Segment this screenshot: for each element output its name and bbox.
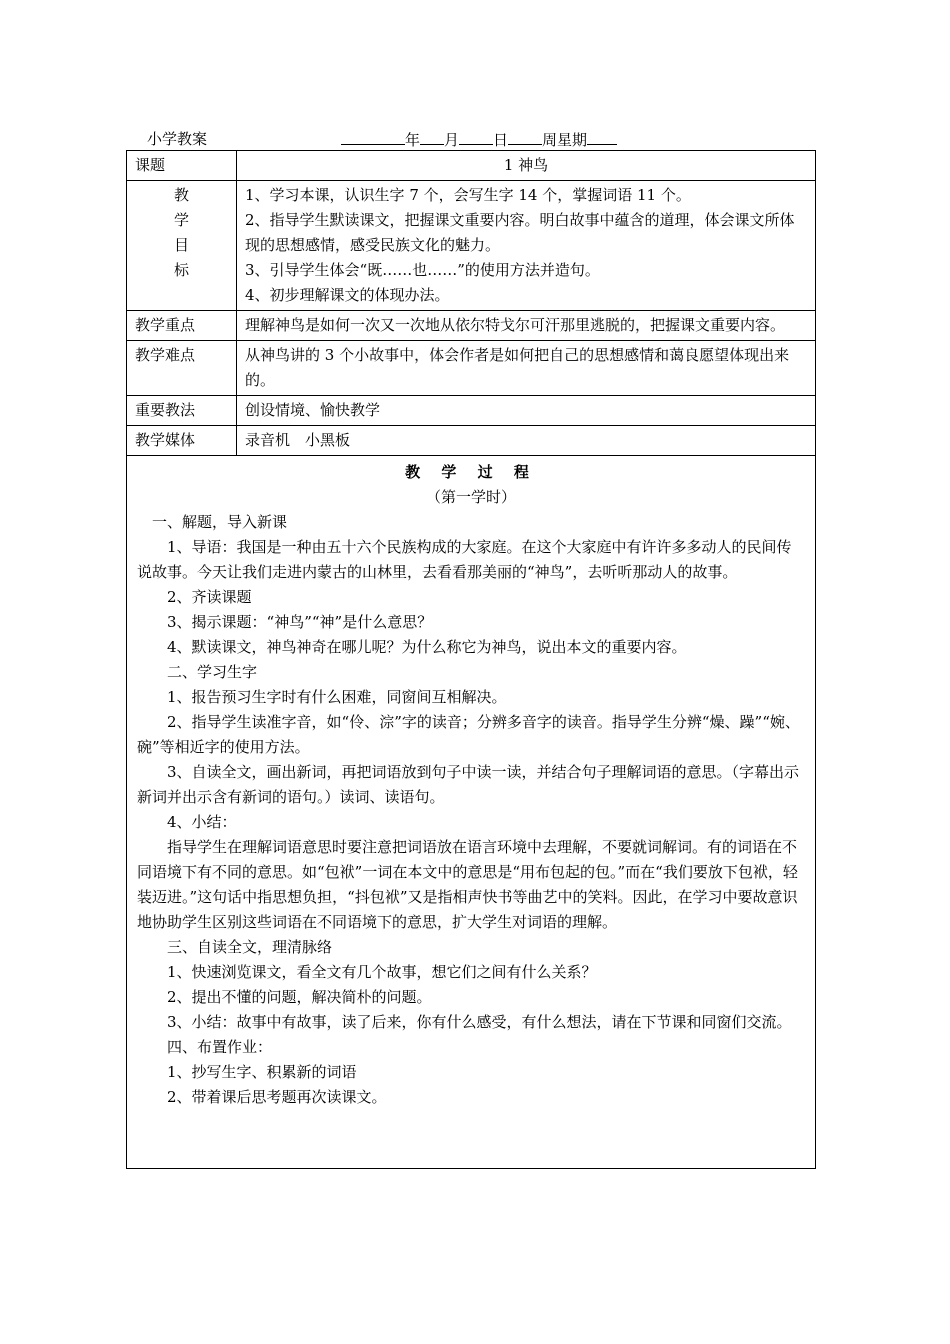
goal-item: 1、学习本课，认识生字 7 个，会写生字 14 个，掌握词语 11 个。 <box>245 186 691 204</box>
methods-label: 重要教法 <box>127 396 237 426</box>
topic-value: 1 神鸟 <box>237 151 816 181</box>
process-paragraph: 一、解题，导入新课 <box>152 513 288 531</box>
difficulties-row <box>127 341 816 396</box>
process-paragraph: 1、快速浏览课文，看全文有几个故事，想它们之间有什么关系？ <box>167 963 597 981</box>
process-paragraph: 1、导语：我国是一种由五十六个民族构成的大家庭。在这个大家庭中有许许多多动人的民间传说故事。今天让我们走进内蒙古的山林里，去看看那美丽的“神鸟”，去听听那动人的故事。 <box>137 538 792 581</box>
goals-label-char: 教 <box>173 186 189 204</box>
process-cell <box>127 456 816 1169</box>
goal-item: 4、初步理解课文的体现办法。 <box>245 286 450 304</box>
difficulties-value: 从神鸟讲的 3 个小故事中，体会作者是如何把自己的思想感情和蔼良愿望体现出来的。 <box>237 341 816 396</box>
process-paragraph: 二、学习生字 <box>167 663 258 681</box>
process-content <box>137 510 805 1110</box>
session-label: （第一学时） <box>425 488 516 506</box>
media-row <box>127 426 816 456</box>
goals-label <box>127 181 237 311</box>
key-points-value: 理解神鸟是如何一次又一次地从依尔特戈尔可汗那里逃脱的，把握课文重要内容。 <box>237 311 816 341</box>
goal-item: 2、指导学生默读课文，把握课文重要内容。明白故事中蕴含的道理，体会课文所体现的思想感情，感受民族文化的魅力。 <box>245 211 795 254</box>
process-title: 教 学 过 程 <box>405 463 537 481</box>
process-paragraph: 三、自读全文，理清脉络 <box>167 938 333 956</box>
difficulties-label: 教学难点 <box>127 341 237 396</box>
process-paragraph: 四、布置作业： <box>167 1038 273 1056</box>
date-fields <box>341 128 617 151</box>
day-blank <box>459 128 493 145</box>
goals-label-char: 标 <box>173 261 189 279</box>
goals-label-char: 目 <box>173 236 189 254</box>
process-paragraph: 2、带着课后思考题再次读课文。 <box>167 1088 387 1106</box>
year-blank <box>341 128 405 145</box>
process-paragraph: 1、抄写生字、积累新的词语 <box>167 1063 357 1081</box>
school-label: 小学教案 <box>147 130 208 148</box>
process-paragraph: 2、指导学生读准字音，如“伶、淙”字的读音；分辨多音字的读音。指导学生分辨“燥、躁”“婉、碗”等相近字的使用方法。 <box>137 713 800 756</box>
topic-row <box>127 151 816 181</box>
year-label: 年 <box>405 131 421 149</box>
week-blank <box>508 128 542 145</box>
goals-content <box>237 181 816 311</box>
process-row <box>127 456 816 1169</box>
lesson-plan-table <box>126 150 816 1169</box>
process-paragraph: 3、小结：故事中有故事，读了后来，你有什么感受，有什么想法，请在下节课和同窗们交流。 <box>167 1013 792 1031</box>
media-label: 教学媒体 <box>127 426 237 456</box>
document-header <box>147 128 807 150</box>
methods-value: 创设情境、愉快教学 <box>237 396 816 426</box>
methods-row <box>127 396 816 426</box>
goals-row <box>127 181 816 311</box>
process-paragraph: 2、齐读课题 <box>167 588 252 606</box>
process-paragraph: 2、提出不懂的问题，解决简朴的问题。 <box>167 988 432 1006</box>
day-label: 日 <box>493 131 509 149</box>
weekday-label: 周星期 <box>542 131 588 149</box>
process-paragraph: 3、自读全文，画出新词，再把词语放到句子中读一读，并结合句子理解词语的意思。（字幕出示新词并出示含有新词的语句。）读词、读语句。 <box>137 763 800 806</box>
weekday-blank <box>587 128 617 145</box>
goals-label-char: 学 <box>173 211 189 229</box>
key-points-row <box>127 311 816 341</box>
process-paragraph: 1、报告预习生字时有什么困难，同窗间互相解决。 <box>167 688 507 706</box>
topic-label: 课题 <box>127 151 237 181</box>
media-value: 录音机 小黑板 <box>237 426 816 456</box>
process-paragraph: 3、揭示课题：“神鸟”“神”是什么意思？ <box>167 613 433 631</box>
month-blank <box>420 128 444 145</box>
process-paragraph: 指导学生在理解词语意思时要注意把词语放在语言环境中去理解，不要就词解词。有的词语在不同语境下有不同的意思。如“包袱”一词在本文中的意思是“用布包起的包。”而在“我们要放下包袱，轻装迈进。”这句话中指思想负担，“抖包袱”又是指相声快书等曲艺中的笑料。因此，在学习中要故意识地协助学生区别这些词语在不同语境下的意思，扩大学生对词语的理解。 <box>137 838 798 931</box>
key-points-label: 教学重点 <box>127 311 237 341</box>
process-paragraph: 4、小结： <box>167 813 237 831</box>
month-label: 月 <box>444 131 460 149</box>
goal-item: 3、引导学生体会“既……也……”的使用方法并造句。 <box>245 261 600 279</box>
process-paragraph: 4、默读课文，神鸟神奇在哪儿呢？为什么称它为神鸟，说出本文的重要内容。 <box>167 638 687 656</box>
